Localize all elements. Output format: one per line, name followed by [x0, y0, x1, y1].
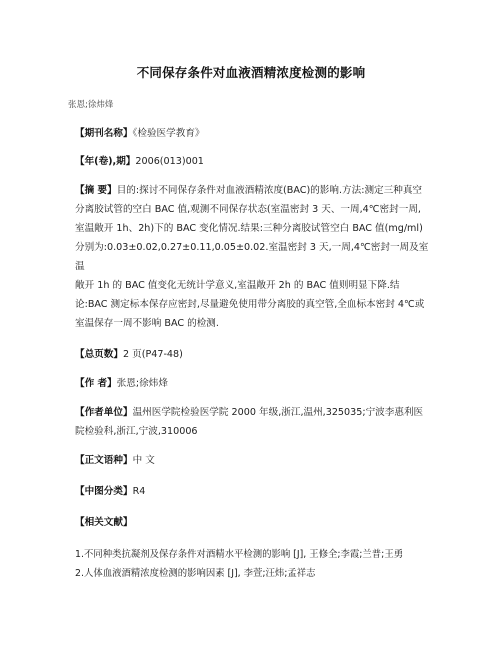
abstract-line: 室温敞开 1h、2h)下的 BAC 变化情况.结果:三种分离胶试管空白 BAC 值(mg/ml) — [75, 223, 423, 234]
abstract-line: 论:BAC 测定标本保存应密封,尽量避免使用带分离胶的真空管,全血标本密封 4℃或 — [75, 299, 425, 310]
related-item[interactable]: 1.不同种类抗凝剂及保存条件对酒精水平检测的影响 [J], 王修全;李霞;兰普;王勇 — [75, 549, 404, 560]
abstract-label: 【摘 要】 — [75, 185, 117, 196]
related-item[interactable]: 2.人体血液酒精浓度检测的影响因素 [J], 李萱;汪炜;孟祥志 — [75, 568, 316, 579]
pages-label: 【总页数】 — [75, 349, 123, 360]
year-value: 2006(013)001 — [135, 156, 204, 167]
classification-value: R4 — [132, 486, 146, 497]
abstract-line: 分别为:0.03±0.02,0.27±0.11,0.05±0.02.室温密封 3 天,一周,4℃密封一周及室温 — [75, 242, 429, 272]
year-field — [75, 152, 437, 171]
author-line: 张恩;徐炜烽 — [68, 100, 114, 110]
paper-title: 不同保存条件对血液酒精浓度检测的影响 — [136, 65, 366, 80]
language-field — [75, 451, 437, 470]
abstract-line: 室温保存一周不影响 BAC 的检测. — [75, 318, 219, 329]
author-field — [75, 374, 437, 393]
related-list — [75, 545, 455, 583]
author-value: 张恩;徐炜烽 — [116, 378, 168, 389]
pages-field — [75, 345, 437, 364]
affiliation-label: 【作者单位】 — [75, 407, 133, 418]
affiliation-line: 院检验科,浙江,宁波,310006 — [75, 426, 198, 437]
language-value: 中 文 — [132, 455, 155, 466]
affiliation-field — [75, 403, 437, 441]
classification-label: 【中图分类】 — [75, 486, 133, 497]
author-label: 【作 者】 — [75, 378, 117, 389]
journal-field — [75, 124, 437, 143]
abstract-line: 分离胶试管的空白 BAC 值,观测不同保存状态(室温密封 3 天、一周,4℃密封一周, — [75, 204, 421, 215]
related-field — [75, 513, 437, 532]
year-label: 【年(卷),期】 — [75, 156, 136, 167]
affiliation-line: 温州医学院检验医学院 2000 年级,浙江,温州,325035;宁波李惠利医 — [132, 407, 424, 418]
journal-label: 【期刊名称】 — [75, 128, 133, 139]
abstract-line: 敞开 1h 的 BAC 值变化无统计学意义,室温敞开 2h 的 BAC 值则明显下降.结 — [75, 280, 400, 291]
journal-value: 《检验医学教育》 — [132, 128, 205, 139]
classification-field — [75, 482, 437, 501]
language-label: 【正文语种】 — [75, 455, 133, 466]
abstract-line: 目的:探讨不同保存条件对血液酒精浓度(BAC)的影响.方法:测定三种真空 — [116, 185, 423, 196]
pages-value: 2 页(P47-48) — [122, 349, 183, 360]
abstract-field — [75, 181, 437, 333]
related-label: 【相关文献】 — [75, 517, 133, 528]
